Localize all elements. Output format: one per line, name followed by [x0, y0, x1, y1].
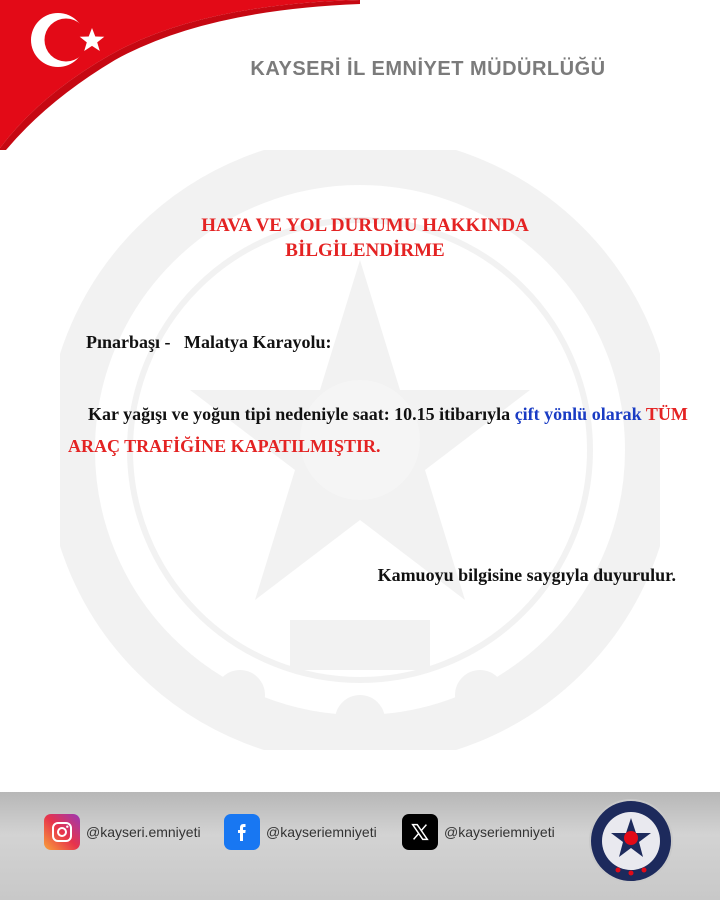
- x-handle: @kayseriemniyeti: [444, 824, 555, 840]
- facebook-icon: [224, 814, 260, 850]
- instagram-icon: [44, 814, 80, 850]
- x-link[interactable]: [402, 814, 555, 850]
- announcement-paragraph: [68, 398, 688, 462]
- facebook-handle: @kayseriemniyeti: [266, 824, 377, 840]
- announcement-text: Kar yağışı ve yoğun tipi nedeniyle saat: 10.15 itibarıyla: [88, 404, 515, 424]
- direction-highlight: çift yönlü olarak: [514, 404, 642, 424]
- document-title: [150, 213, 580, 263]
- route-heading: Pınarbaşı - Malatya Karayolu:: [86, 332, 332, 352]
- closure-highlight: TÜM ARAÇ TRAFİĞİNE KAPATILMIŞTIR.: [68, 404, 688, 456]
- document-title-line2: BİLGİLENDİRME: [285, 240, 445, 261]
- police-emblem-icon: [588, 798, 674, 884]
- footer-bar: [0, 792, 720, 900]
- closing-line: Kamuoyu bilgisine saygıyla duyurulur.: [377, 565, 676, 585]
- instagram-handle: @kayseri.emniyeti: [86, 824, 201, 840]
- instagram-link[interactable]: [44, 814, 201, 850]
- facebook-link[interactable]: [224, 814, 377, 850]
- document-title-line1: HAVA VE YOL DURUMU HAKKINDA: [201, 215, 529, 236]
- x-icon: [402, 814, 438, 850]
- page-header-title: KAYSERİ İL EMNİYET MÜDÜRLÜĞÜ: [250, 58, 606, 80]
